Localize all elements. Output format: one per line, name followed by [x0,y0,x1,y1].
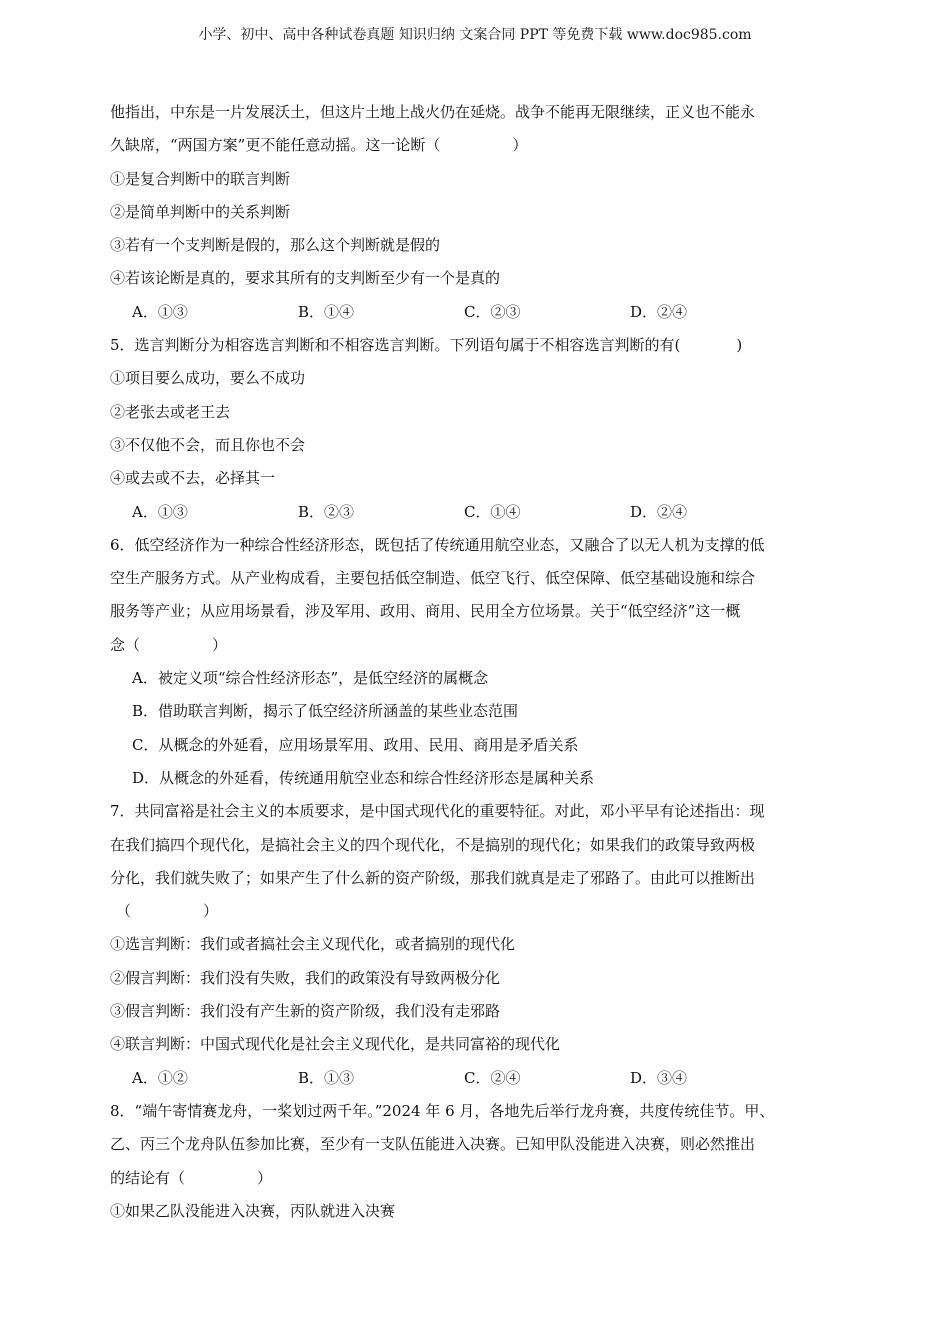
q7-stem-line-2: 在我们搞四个现代化，是搞社会主义的四个现代化，不是搞别的现代化；如果我们的政策导致两极 [110,835,756,854]
q4-stem-line-2 [110,129,842,162]
q6-stem-text: 念（ [110,635,141,654]
q8-stem-line-3 [110,1162,842,1195]
q6-stem-line-2: 空生产服务方式。从产业构成看，主要包括低空制造、低空飞行、低空保障、低空基础设施和综合 [110,569,756,588]
q4-item-2: ②是简单判断中的关系判断 [110,202,291,221]
q6-stem-line-3: 服务等产业；从应用场景看，涉及军用、政用、商用、民用全方位场景。关于“低空经济”这一概 [110,602,741,621]
q7-stem-line-1: 7．共同富裕是社会主义的本质要求，是中国式现代化的重要特征。对此，邓小平早有论述指出：现 [110,802,765,821]
q6-option-b: B．借助联言判断，揭示了低空经济所涵盖的某些业态范围 [132,702,519,721]
q7-open-paren: （ [116,902,132,921]
q5-item-1: ①项目要么成功，要么不成功 [110,369,306,388]
q7-choices [110,1062,842,1095]
q8-item-1: ①如果乙队没能进入决赛，丙队就进入决赛 [110,1201,396,1220]
q5-stem-text: 5．选言判断分为相容选言判断和不相容选言判断。下列语句属于不相容选言判断的有( [110,336,681,355]
q8-stem-line-2: 乙、丙三个龙舟队伍参加比赛，至少有一支队伍能进入决赛。已知甲队没能进入决赛，则必然推出 [110,1135,756,1154]
q6-option-a: A．被定义项“综合性经济形态”，是低空经济的属概念 [132,669,489,688]
q4-choice-b: B．①④ [298,302,355,321]
q8-close-paren: ） [257,1168,273,1187]
q4-item-1: ①是复合判断中的联言判断 [110,169,291,188]
q5-item-2: ②老张去或老王去 [110,402,231,421]
q8-stem-text: 的结论有（ [110,1168,186,1187]
q5-choice-b: B．②③ [298,502,355,521]
q6-stem-line-1: 6．低空经济作为一种综合性经济形态，既包括了传统通用航空业态，又融合了以无人机为支撑的低 [110,535,765,554]
q7-item-3: ③假言判断：我们没有产生新的资产阶级，我们没有走邪路 [110,1002,501,1021]
q4-item-3: ③若有一个支判断是假的，那么这个判断就是假的 [110,236,441,255]
q5-choice-c: C．①④ [464,502,521,521]
q7-choice-b: B．①③ [298,1068,355,1087]
page-header: 小学、初中、高中各种试卷真题 知识归纳 文案合同 PPT 等免费下载 www.doc985.com [198,27,752,43]
q6-stem-line-4 [110,629,842,662]
q7-choice-c: C．②④ [464,1068,521,1087]
q6-close-paren: ） [212,635,228,654]
q7-stem-line-3: 分化，我们就失败了；如果产生了什么新的资产阶级，那我们就真是走了邪路了。由此可以推断出 [110,868,756,887]
q8-stem-line-1: 8．“端午寄情赛龙舟，一桨划过两千年。”2024 年 6 月，各地先后举行龙舟赛，共度传统佳节。甲、 [110,1101,775,1120]
q4-item-4: ④若该论断是真的，要求其所有的支判断至少有一个是真的 [110,269,501,288]
q4-close-paren: ） [512,136,528,155]
q5-choice-d: D．②④ [630,502,688,521]
q5-choices [110,496,842,529]
q5-close-paren: ) [736,336,743,355]
q7-item-4: ④联言判断：中国式现代化是社会主义现代化，是共同富裕的现代化 [110,1035,561,1054]
q4-choices [110,296,842,329]
document-body [110,96,842,1228]
q4-choice-a: A．①③ [132,302,188,321]
q6-option-c: C．从概念的外延看，应用场景军用、政用、民用、商用是矛盾关系 [132,735,579,754]
q7-choice-a: A．①② [132,1068,188,1087]
q5-stem [110,329,842,362]
q4-stem-line-1: 他指出，中东是一片发展沃土，但这片土地上战火仍在延烧。战争不能再无限继续，正义也不能永 [110,103,756,121]
q4-choice-c: C．②③ [464,302,521,321]
q4-choice-d: D．②④ [630,302,688,321]
q7-stem-line-4 [110,895,842,928]
q5-choice-a: A．①③ [132,502,188,521]
q5-item-4: ④或去或不去，必择其一 [110,469,276,488]
q7-close-paren: ） [203,902,219,921]
q7-choice-d: D．③④ [630,1068,688,1087]
q4-stem-text: 久缺席，“两国方案”更不能任意动摇。这一论断（ [110,136,441,155]
q6-option-d: D．从概念的外延看，传统通用航空业态和综合性经济形态是属种关系 [132,768,595,787]
q7-item-1: ①选言判断：我们或者搞社会主义现代化，或者搞别的现代化 [110,935,516,954]
q5-item-3: ③不仅他不会，而且你也不会 [110,435,306,454]
q7-item-2: ②假言判断：我们没有失败，我们的政策没有导致两极分化 [110,968,501,987]
